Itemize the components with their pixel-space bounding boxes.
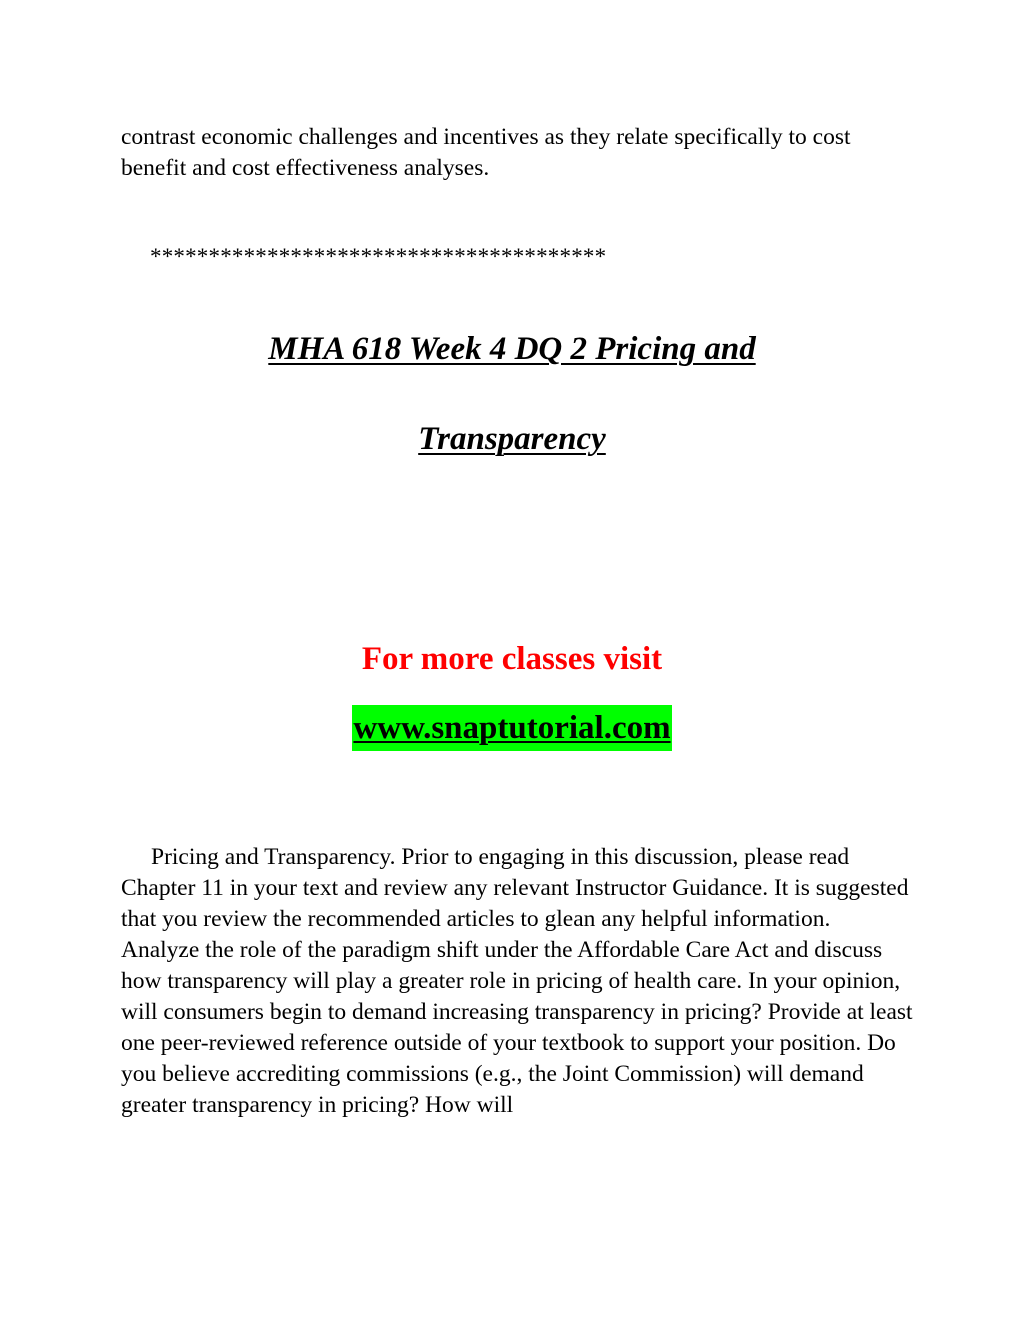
intro-paragraph: contrast economic challenges and incentives as they relate specifically to cost benefit and cost effectiveness analyses. xyxy=(121,124,851,181)
document-title-line-1: MHA 618 Week 4 DQ 2 Pricing and xyxy=(268,331,756,367)
document-title-line-2: Transparency xyxy=(418,421,606,457)
promo-heading: For more classes visit xyxy=(361,641,663,677)
body-paragraph: Pricing and Transparency. Prior to engaging in this discussion, please read Chapter 11 in your text and review any relevant Instructor Guidance. It is suggested that you review the recommended articles to glean any helpful information. Analyze the role of the paradigm shift under the Affordable Care Act and discuss how transparency will play a greater role in pricing of health care. In your opinion, will consumers begin to demand increasing transparency in pricing? Provide at least one peer-reviewed reference outside of your textbook to support your position. Do you believe accrediting commissions (e.g., the Joint Commission) will demand greater transparency in pricing? How will xyxy=(121,844,913,1118)
separator-line: *************************************** xyxy=(150,244,607,269)
website-link[interactable]: www.snaptutorial.com xyxy=(352,705,671,751)
promo-link-container xyxy=(0,705,1024,751)
